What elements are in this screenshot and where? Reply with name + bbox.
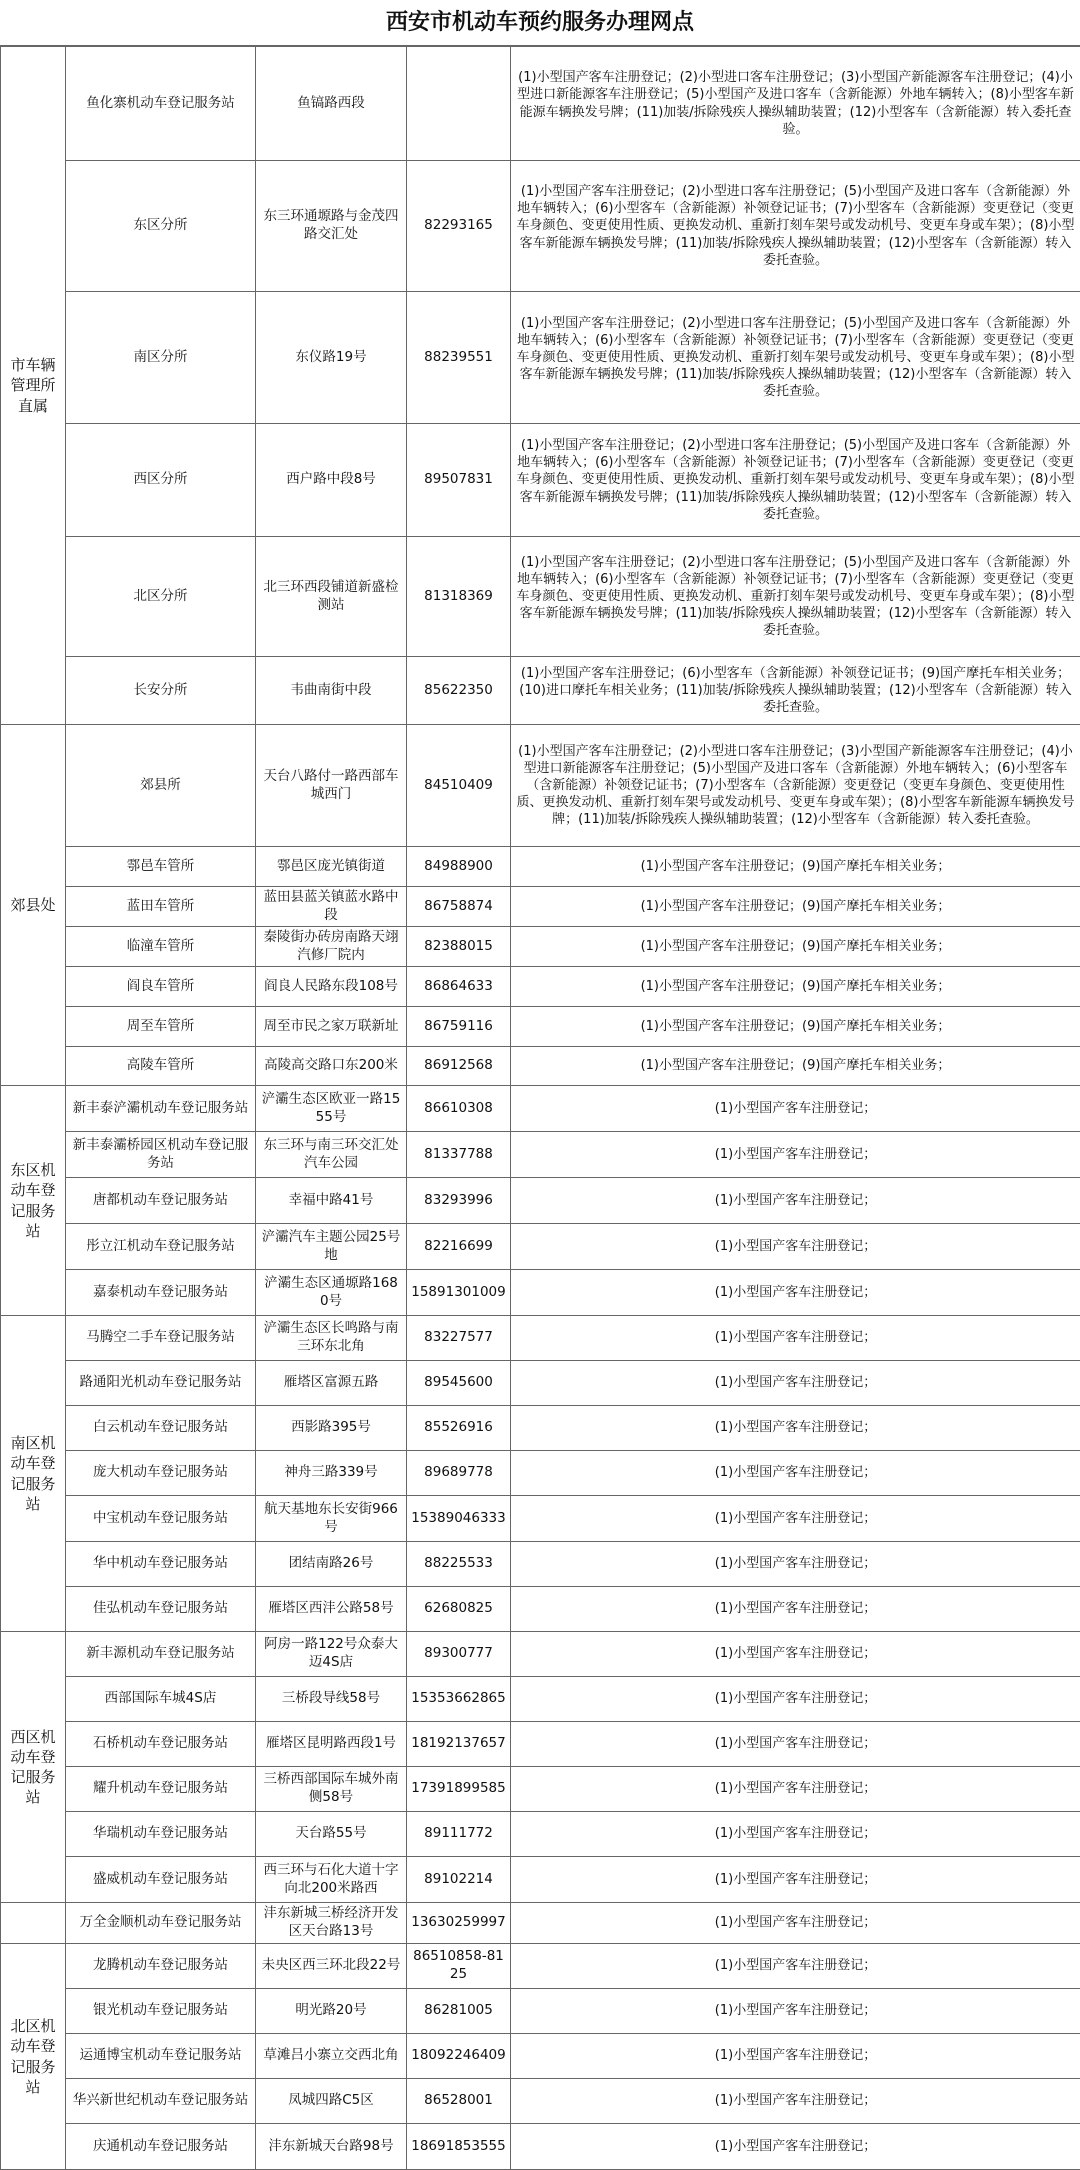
station-services: (1)小型国产客车注册登记；(9)国产摩托车相关业务；	[511, 1047, 1080, 1086]
station-name: 阎良车管所	[66, 967, 256, 1007]
station-name: 石桥机动车登记服务站	[66, 1722, 256, 1767]
table-row	[1, 47, 1080, 161]
table-row	[1, 2079, 1080, 2124]
station-services: (1)小型国产客车注册登记；	[511, 1587, 1080, 1632]
station-address: 阎良人民路东段108号	[256, 967, 407, 1007]
station-phone: 62680825	[407, 1587, 511, 1632]
station-phone: 89300777	[407, 1632, 511, 1677]
station-phone: 89689778	[407, 1451, 511, 1496]
station-address: 幸福中路41号	[256, 1178, 407, 1224]
station-address: 凤城四路C5区	[256, 2079, 407, 2124]
station-name: 万全金顺机动车登记服务站	[66, 1903, 256, 1944]
station-services: (1)小型国产客车注册登记；(9)国产摩托车相关业务；	[511, 887, 1080, 927]
station-services: (1)小型国产客车注册登记；	[511, 1857, 1080, 1903]
station-address: 高陵高交路口东200米	[256, 1047, 407, 1086]
station-phone: 86759116	[407, 1007, 511, 1047]
group-label	[1, 1903, 66, 1944]
station-name: 盛威机动车登记服务站	[66, 1857, 256, 1903]
station-name: 东区分所	[66, 161, 256, 292]
station-name: 路通阳光机动车登记服务站	[66, 1361, 256, 1406]
station-phone: 86528001	[407, 2079, 511, 2124]
station-phone: 86510858-8125	[407, 1944, 511, 1989]
group-label: 南区机动车登记服务站	[1, 1316, 66, 1632]
station-name: 运通博宝机动车登记服务站	[66, 2034, 256, 2079]
table-row	[1, 1989, 1080, 2034]
table-row	[1, 1677, 1080, 1722]
station-phone: 84510409	[407, 725, 511, 847]
table-row	[1, 1722, 1080, 1767]
station-services: (1)小型国产客车注册登记；	[511, 1178, 1080, 1224]
table-row	[1, 1224, 1080, 1270]
station-services: (1)小型国产客车注册登记；	[511, 1722, 1080, 1767]
station-name: 庞大机动车登记服务站	[66, 1451, 256, 1496]
station-services: (1)小型国产客车注册登记；(2)小型进口客车注册登记；(5)小型国产及进口客车（含新能源）外地车辆转入；(6)小型客车（含新能源）补领登记证书；(7)小型客车（含新能源）变更登记（变更车身颜色、变更使用性质、更换发动机、重新打刻车架号或发动机号、变更车身或车架）；(8)小型客车新能源车辆换发号牌；(11)加装/拆除残疾人操纵辅助装置；(12)小型客车（含新能源）转入委托查验。	[511, 161, 1080, 292]
station-name: 彤立江机动车登记服务站	[66, 1224, 256, 1270]
table-body	[1, 47, 1080, 2170]
station-services: (1)小型国产客车注册登记；	[511, 1767, 1080, 1812]
station-name: 新丰泰浐灞机动车登记服务站	[66, 1086, 256, 1132]
station-address: 未央区西三环北段22号	[256, 1944, 407, 1989]
station-name: 郊县所	[66, 725, 256, 847]
table-row	[1, 1496, 1080, 1542]
station-name: 新丰源机动车登记服务站	[66, 1632, 256, 1677]
table-row	[1, 1944, 1080, 1989]
station-name: 龙腾机动车登记服务站	[66, 1944, 256, 1989]
station-address: 神舟三路339号	[256, 1451, 407, 1496]
station-address: 浐灞生态区长鸣路与南三环东北角	[256, 1316, 407, 1361]
station-services: (1)小型国产客车注册登记；(9)国产摩托车相关业务；	[511, 847, 1080, 887]
station-phone: 81337788	[407, 1132, 511, 1178]
station-services: (1)小型国产客车注册登记；	[511, 1903, 1080, 1944]
station-phone: 82388015	[407, 927, 511, 967]
station-name: 华中机动车登记服务站	[66, 1542, 256, 1587]
station-name: 西部国际车城4S店	[66, 1677, 256, 1722]
table-row	[1, 1451, 1080, 1496]
station-phone: 18192137657	[407, 1722, 511, 1767]
station-phone: 89102214	[407, 1857, 511, 1903]
station-phone: 88225533	[407, 1542, 511, 1587]
table-row	[1, 292, 1080, 424]
table-row	[1, 1632, 1080, 1677]
station-address: 西户路中段8号	[256, 424, 407, 537]
station-services: (1)小型国产客车注册登记；	[511, 1086, 1080, 1132]
station-phone	[407, 47, 511, 161]
station-services: (1)小型国产客车注册登记；	[511, 1542, 1080, 1587]
station-phone: 89111772	[407, 1812, 511, 1857]
station-address: 雁塔区昆明路西段1号	[256, 1722, 407, 1767]
station-address: 鱼镐路西段	[256, 47, 407, 161]
station-name: 嘉泰机动车登记服务站	[66, 1270, 256, 1316]
group-label: 市车辆管理所直属	[1, 47, 66, 725]
station-name: 蓝田车管所	[66, 887, 256, 927]
station-phone: 18092246409	[407, 2034, 511, 2079]
table-row	[1, 537, 1080, 657]
station-phone: 86758874	[407, 887, 511, 927]
station-name: 周至车管所	[66, 1007, 256, 1047]
station-name: 华兴新世纪机动车登记服务站	[66, 2079, 256, 2124]
station-address: 东三环与南三环交汇处汽车公园	[256, 1132, 407, 1178]
station-services: (1)小型国产客车注册登记；(2)小型进口客车注册登记；(5)小型国产及进口客车（含新能源）外地车辆转入；(6)小型客车（含新能源）补领登记证书；(7)小型客车（含新能源）变更登记（变更车身颜色、变更使用性质、更换发动机、重新打刻车架号或发动机号、变更车身或车架）；(8)小型客车新能源车辆换发号牌；(11)加装/拆除残疾人操纵辅助装置；(12)小型客车（含新能源）转入委托查验。	[511, 537, 1080, 657]
station-services: (1)小型国产客车注册登记；	[511, 1496, 1080, 1542]
station-name: 高陵车管所	[66, 1047, 256, 1086]
station-address: 雁塔区西沣公路58号	[256, 1587, 407, 1632]
station-name: 唐都机动车登记服务站	[66, 1178, 256, 1224]
station-address: 天台路55号	[256, 1812, 407, 1857]
station-services: (1)小型国产客车注册登记；	[511, 1406, 1080, 1451]
table-row	[1, 1361, 1080, 1406]
table-row	[1, 725, 1080, 847]
station-phone: 85622350	[407, 657, 511, 725]
group-label: 东区机动车登记服务站	[1, 1086, 66, 1316]
station-phone: 18691853555	[407, 2124, 511, 2170]
station-phone: 86864633	[407, 967, 511, 1007]
table-row	[1, 967, 1080, 1007]
station-name: 鱼化寨机动车登记服务站	[66, 47, 256, 161]
station-name: 北区分所	[66, 537, 256, 657]
station-name: 马腾空二手车登记服务站	[66, 1316, 256, 1361]
table-row	[1, 657, 1080, 725]
station-address: 浐灞生态区欧亚一路1555号	[256, 1086, 407, 1132]
station-address: 沣东新城三桥经济开发区天台路13号	[256, 1903, 407, 1944]
station-services: (1)小型国产客车注册登记；	[511, 1132, 1080, 1178]
station-services: (1)小型国产客车注册登记；(2)小型进口客车注册登记；(3)小型国产新能源客车注册登记；(4)小型进口新能源客车注册登记；(5)小型国产及进口客车（含新能源）外地车辆转入；(8)小型客车新能源车辆换发号牌；(11)加装/拆除残疾人操纵辅助装置；(12)小型客车（含新能源）转入委托查验。	[511, 47, 1080, 161]
table-row	[1, 1587, 1080, 1632]
station-address: 韦曲南街中段	[256, 657, 407, 725]
station-phone: 88239551	[407, 292, 511, 424]
station-phone: 15891301009	[407, 1270, 511, 1316]
station-services: (1)小型国产客车注册登记；(2)小型进口客车注册登记；(5)小型国产及进口客车（含新能源）外地车辆转入；(6)小型客车（含新能源）补领登记证书；(7)小型客车（含新能源）变更登记（变更车身颜色、变更使用性质、更换发动机、重新打刻车架号或发动机号、变更车身或车架）；(8)小型客车新能源车辆换发号牌；(11)加装/拆除残疾人操纵辅助装置；(12)小型客车（含新能源）转入委托查验。	[511, 292, 1080, 424]
station-phone: 15389046333	[407, 1496, 511, 1542]
service-points-table	[0, 46, 1080, 2170]
station-services: (1)小型国产客车注册登记；	[511, 1989, 1080, 2034]
station-address: 天台八路付一路西部车城西门	[256, 725, 407, 847]
station-services: (1)小型国产客车注册登记；	[511, 1944, 1080, 1989]
station-services: (1)小型国产客车注册登记；	[511, 1316, 1080, 1361]
station-phone: 83227577	[407, 1316, 511, 1361]
table-row	[1, 1007, 1080, 1047]
station-services: (1)小型国产客车注册登记；	[511, 1270, 1080, 1316]
table-row	[1, 424, 1080, 537]
station-address: 东仪路19号	[256, 292, 407, 424]
table-row	[1, 161, 1080, 292]
station-phone: 17391899585	[407, 1767, 511, 1812]
table-row	[1, 1132, 1080, 1178]
station-phone: 82293165	[407, 161, 511, 292]
station-phone: 81318369	[407, 537, 511, 657]
table-row	[1, 1086, 1080, 1132]
station-name: 长安分所	[66, 657, 256, 725]
station-address: 三桥西部国际车城外南侧58号	[256, 1767, 407, 1812]
station-address: 秦陵街办砖房南路天翊汽修厂院内	[256, 927, 407, 967]
station-name: 佳弘机动车登记服务站	[66, 1587, 256, 1632]
table-row	[1, 1178, 1080, 1224]
station-services: (1)小型国产客车注册登记；	[511, 1812, 1080, 1857]
station-services: (1)小型国产客车注册登记；(6)小型客车（含新能源）补领登记证书；(9)国产摩托车相关业务；(10)进口摩托车相关业务；(11)加装/拆除残疾人操纵辅助装置；(12)小型客车（含新能源）转入委托查验。	[511, 657, 1080, 725]
table-row	[1, 2034, 1080, 2079]
table-row	[1, 1767, 1080, 1812]
table-row	[1, 1542, 1080, 1587]
station-name: 新丰泰灞桥园区机动车登记服务站	[66, 1132, 256, 1178]
table-row	[1, 1857, 1080, 1903]
station-phone: 83293996	[407, 1178, 511, 1224]
group-label: 郊县处	[1, 725, 66, 1086]
station-name: 白云机动车登记服务站	[66, 1406, 256, 1451]
station-services: (1)小型国产客车注册登记；	[511, 1451, 1080, 1496]
station-name: 临潼车管所	[66, 927, 256, 967]
table-row	[1, 1812, 1080, 1857]
station-address: 鄠邑区庞光镇街道	[256, 847, 407, 887]
station-services: (1)小型国产客车注册登记；	[511, 1632, 1080, 1677]
station-phone: 89507831	[407, 424, 511, 537]
station-services: (1)小型国产客车注册登记；	[511, 1361, 1080, 1406]
group-label: 北区机动车登记服务站	[1, 1944, 66, 2170]
station-address: 阿房一路122号众泰大迈4S店	[256, 1632, 407, 1677]
station-services: (1)小型国产客车注册登记；(2)小型进口客车注册登记；(5)小型国产及进口客车（含新能源）外地车辆转入；(6)小型客车（含新能源）补领登记证书；(7)小型客车（含新能源）变更登记（变更车身颜色、变更使用性质、更换发动机、重新打刻车架号或发动机号、变更车身或车架）；(8)小型客车新能源车辆换发号牌；(11)加装/拆除残疾人操纵辅助装置；(12)小型客车（含新能源）转入委托查验。	[511, 424, 1080, 537]
station-services: (1)小型国产客车注册登记；	[511, 1224, 1080, 1270]
table-row	[1, 927, 1080, 967]
page-title: 西安市机动车预约服务办理网点	[0, 0, 1080, 46]
station-address: 北三环西段铺道新盛检测站	[256, 537, 407, 657]
station-name: 南区分所	[66, 292, 256, 424]
station-address: 草滩吕小寨立交西北角	[256, 2034, 407, 2079]
station-phone: 84988900	[407, 847, 511, 887]
station-address: 浐灞汽车主题公园25号地	[256, 1224, 407, 1270]
station-address: 东三环通塬路与金茂四路交汇处	[256, 161, 407, 292]
station-phone: 13630259997	[407, 1903, 511, 1944]
station-address: 蓝田县蓝关镇蓝水路中段	[256, 887, 407, 927]
station-name: 耀升机动车登记服务站	[66, 1767, 256, 1812]
station-name: 鄠邑车管所	[66, 847, 256, 887]
station-address: 西影路395号	[256, 1406, 407, 1451]
station-services: (1)小型国产客车注册登记；(9)国产摩托车相关业务；	[511, 967, 1080, 1007]
station-name: 中宝机动车登记服务站	[66, 1496, 256, 1542]
station-phone: 86912568	[407, 1047, 511, 1086]
table-row	[1, 1047, 1080, 1086]
station-name: 西区分所	[66, 424, 256, 537]
station-phone: 15353662865	[407, 1677, 511, 1722]
station-address: 三桥段导线58号	[256, 1677, 407, 1722]
table-row	[1, 1903, 1080, 1944]
station-phone: 86610308	[407, 1086, 511, 1132]
station-services: (1)小型国产客车注册登记；	[511, 1677, 1080, 1722]
group-label: 西区机动车登记服务站	[1, 1632, 66, 1903]
station-address: 周至市民之家万联新址	[256, 1007, 407, 1047]
station-services: (1)小型国产客车注册登记；(2)小型进口客车注册登记；(3)小型国产新能源客车注册登记；(4)小型进口新能源客车注册登记；(5)小型国产及进口客车（含新能源）外地车辆转入；(6)小型客车（含新能源）补领登记证书；(7)小型客车（含新能源）变更登记（变更车身颜色、变更使用性质、更换发动机、重新打刻车架号或发动机号、变更车身或车架）；(8)小型客车新能源车辆换发号牌；(11)加装/拆除残疾人操纵辅助装置；(12)小型客车（含新能源）转入委托查验。	[511, 725, 1080, 847]
table-row	[1, 1270, 1080, 1316]
station-phone: 85526916	[407, 1406, 511, 1451]
station-phone: 89545600	[407, 1361, 511, 1406]
table-row	[1, 887, 1080, 927]
station-address: 沣东新城天台路98号	[256, 2124, 407, 2170]
station-name: 银光机动车登记服务站	[66, 1989, 256, 2034]
table-row	[1, 1316, 1080, 1361]
table-row	[1, 2124, 1080, 2170]
station-name: 华瑞机动车登记服务站	[66, 1812, 256, 1857]
station-address: 西三环与石化大道十字向北200米路西	[256, 1857, 407, 1903]
station-address: 航天基地东长安街966号	[256, 1496, 407, 1542]
station-address: 明光路20号	[256, 1989, 407, 2034]
station-address: 团结南路26号	[256, 1542, 407, 1587]
station-services: (1)小型国产客车注册登记；	[511, 2079, 1080, 2124]
station-services: (1)小型国产客车注册登记；(9)国产摩托车相关业务；	[511, 927, 1080, 967]
station-name: 庆通机动车登记服务站	[66, 2124, 256, 2170]
table-row	[1, 1406, 1080, 1451]
station-services: (1)小型国产客车注册登记；	[511, 2124, 1080, 2170]
station-phone: 82216699	[407, 1224, 511, 1270]
table-row	[1, 847, 1080, 887]
station-phone: 86281005	[407, 1989, 511, 2034]
station-address: 浐灞生态区通塬路1680号	[256, 1270, 407, 1316]
station-address: 雁塔区富源五路	[256, 1361, 407, 1406]
station-services: (1)小型国产客车注册登记；(9)国产摩托车相关业务；	[511, 1007, 1080, 1047]
station-services: (1)小型国产客车注册登记；	[511, 2034, 1080, 2079]
